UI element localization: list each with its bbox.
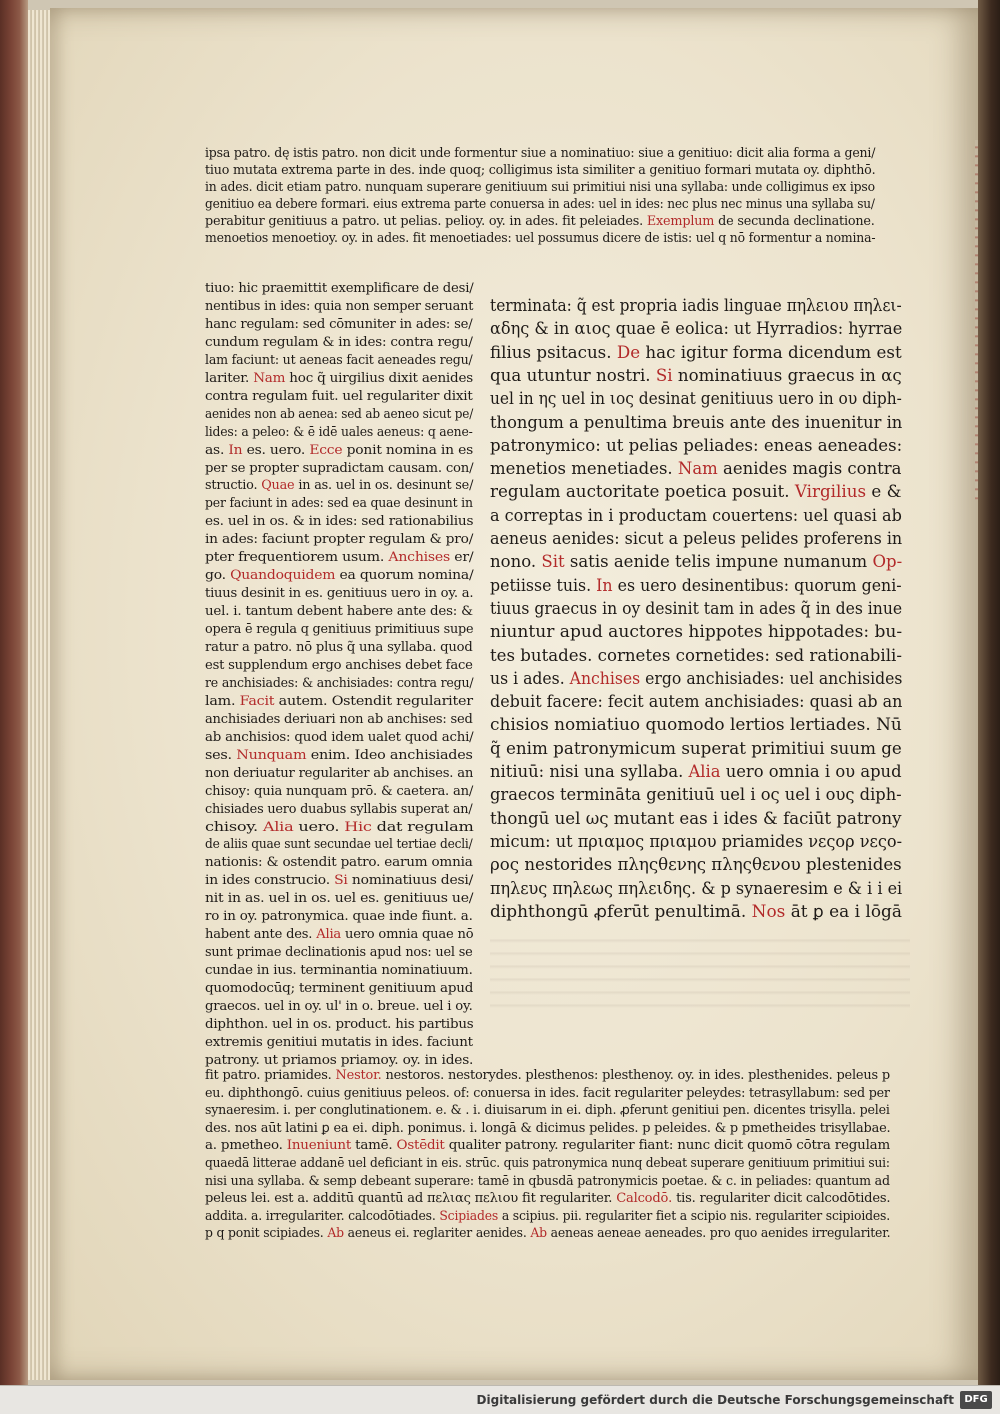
- dfg-logo-icon: DFG: [960, 1391, 992, 1409]
- header-line: tiuo mutata extrema parte in des. inde quoq; colligimus ista similiter a genitiuo formari mutata oy. diphthō.: [205, 162, 876, 178]
- page-edges: [28, 10, 51, 1380]
- left-column-line: graecos. uel in oy. ul' in o. breue. uel i oy.: [205, 998, 473, 1013]
- main-text-line: a correptas in i productam couertens: uel quasi ab: [490, 505, 902, 525]
- left-column-line: ses. Nunquam enim. Ideo anchisiades: [205, 746, 473, 762]
- main-text-line: terminata: q̃ est propria iadis linguae πηλειου πηλει-: [490, 296, 902, 315]
- left-column-line: ratur a patro. nō plus q̃ una syllaba. quod: [205, 639, 473, 654]
- left-column-line: ro in oy. patronymica. quae inde fiunt. a.: [205, 908, 473, 924]
- main-text-line: patronymico: ut pelias peliades: eneas aeneades:: [490, 435, 903, 455]
- left-column-line: in ides construcio. Si nominatiuus desi/: [205, 872, 474, 888]
- left-column-line: diphthon. uel in os. product. his partibus: [205, 1015, 474, 1031]
- footer-line: peleus lei. est a. additū quantū ad πελιας πελιου fit regulariter. Calcodō. tis. regulariter dicit calcodōtides.: [205, 1191, 891, 1207]
- main-text-line: ρος nestorides πληςθενης πληςθενου plestenides: [490, 855, 902, 875]
- left-column-line: re anchisiades: & anchisiades: contra regu/: [205, 674, 474, 690]
- main-text-line: diphthongū ꝓferūt penultimā. Nos āt ꝑ ea i lōgā: [490, 901, 902, 921]
- left-column-line: patrony. ut priamos priamoy. oy. in ides.: [205, 1051, 474, 1067]
- left-column-line: chisiades uero duabus syllabis superat an/: [205, 800, 473, 816]
- main-text-line: chisios nomiatiuo quomodo lertios lertiades. Nū: [490, 715, 902, 735]
- footer-line: a. pmetheo. Inueniunt tamē. Ostēdit qualiter patrony. regulariter fiant: nunc dicit quomō cōtra regulam: [205, 1138, 890, 1154]
- main-text-line: us i ades. Anchises ergo anchisiades: uel anchisides: [490, 668, 903, 688]
- left-column-line: tiuus desinit in es. genitiuus uero in oy. a.: [205, 585, 474, 601]
- left-column-line: es. uel in os. & in ides: sed rationabilius: [205, 513, 474, 529]
- footer-line: p q ponit scipiades. Ab aeneus ei. reglariter aenides. Ab aeneas aeneae aeneades. pro quo aenides irregulariter.: [205, 1226, 891, 1242]
- left-column-line: quomodocūq; terminent genitiuum apud: [205, 980, 474, 996]
- left-column-line: uel. i. tantum debent habere ante des: &: [205, 603, 473, 619]
- left-column-line: contra regulam fuit. uel regulariter dixit: [205, 387, 473, 403]
- show-through-text: [490, 930, 910, 1010]
- left-column-line: nentibus in ides: quia non semper seruant: [205, 297, 474, 313]
- left-column-line: as. In es. uero. Ecce ponit nomina in es: [205, 441, 474, 457]
- header-line: genitiuo ea debere formari. eius extrema parte conuersa in ades: uel in ides: nec plus nec minus una syllaba su/: [205, 196, 875, 212]
- left-column-line: cundae in ius. terminantia nominatiuum.: [205, 962, 473, 978]
- footer-line: synaeresim. i. per conglutinationem. e. & . i. diuisarum in ei. diph. ꝓferunt genitiui pen. dicentes trisylla. pelei: [205, 1103, 890, 1119]
- main-text-line: regulam auctoritate poetica posuit. Virgilius e &: [490, 482, 902, 502]
- main-text-line: thongum a penultima breuis ante des inuenitur in: [490, 412, 903, 432]
- left-column-line: lides: a peleo: & ē idē uales aeneus: q aene-: [205, 423, 473, 439]
- main-text-line: petiisse tuis. In es uero desinentibus: quorum geni-: [490, 575, 902, 595]
- main-text-line: πηλευς πηλεως πηλειδης. & p synaeresim e & i i ei: [490, 878, 903, 898]
- viewer-footer-bar: [0, 1385, 1000, 1414]
- main-text-line: aeneus aenides: sicut a peleus pelides proferens in: [490, 529, 903, 548]
- main-text-line: αδης & in αιος quae ē eolica: ut Hyrradios: hyrrae: [490, 319, 903, 339]
- left-column-line: opera ē regula q genitiuus primitiuus supe: [205, 621, 474, 637]
- main-text-line: uel in ης uel in ιος desinat genitiuus uero in ου diph-: [490, 389, 902, 409]
- left-column-line: sunt primae declinationis apud nos: uel se: [205, 944, 473, 960]
- left-binding: [0, 0, 28, 1385]
- footer-line: addita. a. irregulariter. calcodōtiades. Scipiades a scipius. pii. regulariter fiet a scipio nis. regulariter scipioides.: [205, 1208, 890, 1224]
- left-column-line: cundum regulam & in ides: contra regu/: [205, 333, 473, 349]
- left-column-line: per se propter supradictam causam. con/: [205, 459, 474, 475]
- left-column-line: in ades: faciunt propter regulam & pro/: [205, 531, 474, 547]
- funding-credit: Digitalisierung gefördert durch die Deutsche Forschungsgemeinschaft: [476, 1393, 954, 1407]
- left-column-line: per faciunt in ades: sed ea quae desinunt in: [205, 495, 473, 511]
- left-column-line: nit in as. uel in os. uel es. genitiuus ue/: [205, 890, 474, 906]
- left-column-line: lariter. Nam hoc q̃ uirgilius dixit aenides: [205, 369, 473, 385]
- left-column-line: habent ante des. Alia uero omnia quae nō: [205, 926, 474, 942]
- main-text-line: nitiuū: nisi una syllaba. Alia uero omnia i ου apud: [490, 762, 902, 781]
- main-text-line: tes butades. cornetes cornetides: sed rationabili-: [490, 645, 902, 665]
- footer-line: des. nos aūt latini ꝑ ea ei. diph. ponimus. i. longā & dicimus pelides. p peleides. & p pmetheides trisyllabae.: [205, 1120, 891, 1136]
- main-text-line: q̃ enim patronymicum superat primitiui suum ge: [490, 738, 902, 758]
- left-column-line: go. Quandoquidem ea quorum nomina/: [205, 567, 474, 583]
- left-column-line: est supplendum ergo anchises debet face: [205, 656, 473, 672]
- main-text-line: qua utuntur nostri. Si nominatiuus graecus in ας: [490, 365, 902, 385]
- left-column-line: hanc regulam: sed cōmuniter in ades: se/: [205, 315, 473, 331]
- main-text-line: debuit facere: fecit autem anchisiades: quasi ab an: [490, 692, 903, 712]
- header-line: perabitur genitiuus a patro. ut pelias. pelioy. oy. in ades. fit peleiades. Exemplum de secunda declinatione.: [205, 213, 875, 229]
- header-line: menoetios menoetioy. oy. in ades. fit menoetiades: uel possumus dicere de istis: uel q nō formentur a nomina-: [205, 230, 876, 246]
- left-column-line: non deriuatur regulariter ab anchises. an: [205, 764, 474, 780]
- left-column-line: tiuo: hic praemittit exemplificare de desi/: [205, 280, 474, 295]
- left-column-line: chisoy: quia nunquam prō. & caetera. an/: [205, 782, 474, 798]
- left-column-line: lam. Facit autem. Ostendit regulariter: [205, 692, 473, 708]
- main-text-line: filius psitacus. De hac igitur forma dicendum est: [490, 342, 902, 362]
- left-column-line: nationis: & ostendit patro. earum omnia: [205, 854, 473, 870]
- main-text-line: graecos termināta genitiuū uel i ος uel i ους diph-: [490, 785, 902, 805]
- header-line: in ades. dicit etiam patro. nunquam superare genitiuum sui primitiui nisi una syllaba: unde colligimus ex ipso: [205, 179, 875, 195]
- left-column-line: de aliis quae sunt secundae uel tertiae decli/: [205, 836, 473, 852]
- left-column-line: chisoy. Alia uero. Hic dat regulam: [205, 818, 474, 834]
- left-column-line: lam faciunt: ut aeneas facit aeneades regu/: [205, 351, 473, 367]
- footer-line: nisi una syllaba. & semp debeant superare: tamē in qbusdā patronymicis poetae. & c. in peliades: quantum ad: [205, 1173, 890, 1189]
- right-binding: [978, 0, 1000, 1385]
- main-text-line: menetios menetiades. Nam aenides magis contra: [490, 459, 902, 479]
- footer-line: fit patro. priamides. Nestor. nestoros. nestorydes. plesthenos: plesthenoy. oy. in ides. plesthenides. peleus p: [205, 1068, 890, 1083]
- header-line: ipsa patro. dę istis patro. non dicit unde formentur siue a nominatiuo: siue a genitiuo: dicit alia forma a geni/: [205, 146, 876, 161]
- main-text-line: tiuus graecus in oy desinit tam in ades q̃ in des inue: [490, 598, 903, 618]
- left-column-line: structio. Quae in as. uel in os. desinunt se/: [205, 477, 474, 493]
- main-text-line: nono. Sit satis aenide telis impune numanum Op-: [490, 552, 903, 572]
- main-text-line: niuntur apud auctores hippotes hippotades: bu-: [490, 622, 903, 642]
- left-column-line: pter frequentiorem usum. Anchises er/: [205, 549, 474, 565]
- left-column-line: ab anchisios: quod idem ualet quod achi/: [205, 728, 474, 744]
- main-text-line: thongū uel ως mutant eas i ides & faciūt patrony: [490, 808, 902, 828]
- footer-line: quaedā litterae addanē uel deficiant in eis. strūc. quis patronymica nunq debeat superare genitiuum primitiui sui:: [205, 1156, 890, 1171]
- main-text-line: micum: ut πριαμος πριαμου priamides νεςορ νεςο-: [490, 831, 903, 851]
- left-column-line: anchisiades deriuari non ab anchises: sed: [205, 710, 473, 726]
- left-column-line: aenides non ab aenea: sed ab aeneo sicut pe/: [205, 405, 474, 421]
- footer-line: eu. diphthongō. cuius genitiuus peleos. of: conuersa in ides. facit regulariter peleydes: tetrasyllabum: sed per: [205, 1085, 890, 1101]
- left-column-line: extremis genitiui mutatis in ides. faciunt: [205, 1033, 473, 1049]
